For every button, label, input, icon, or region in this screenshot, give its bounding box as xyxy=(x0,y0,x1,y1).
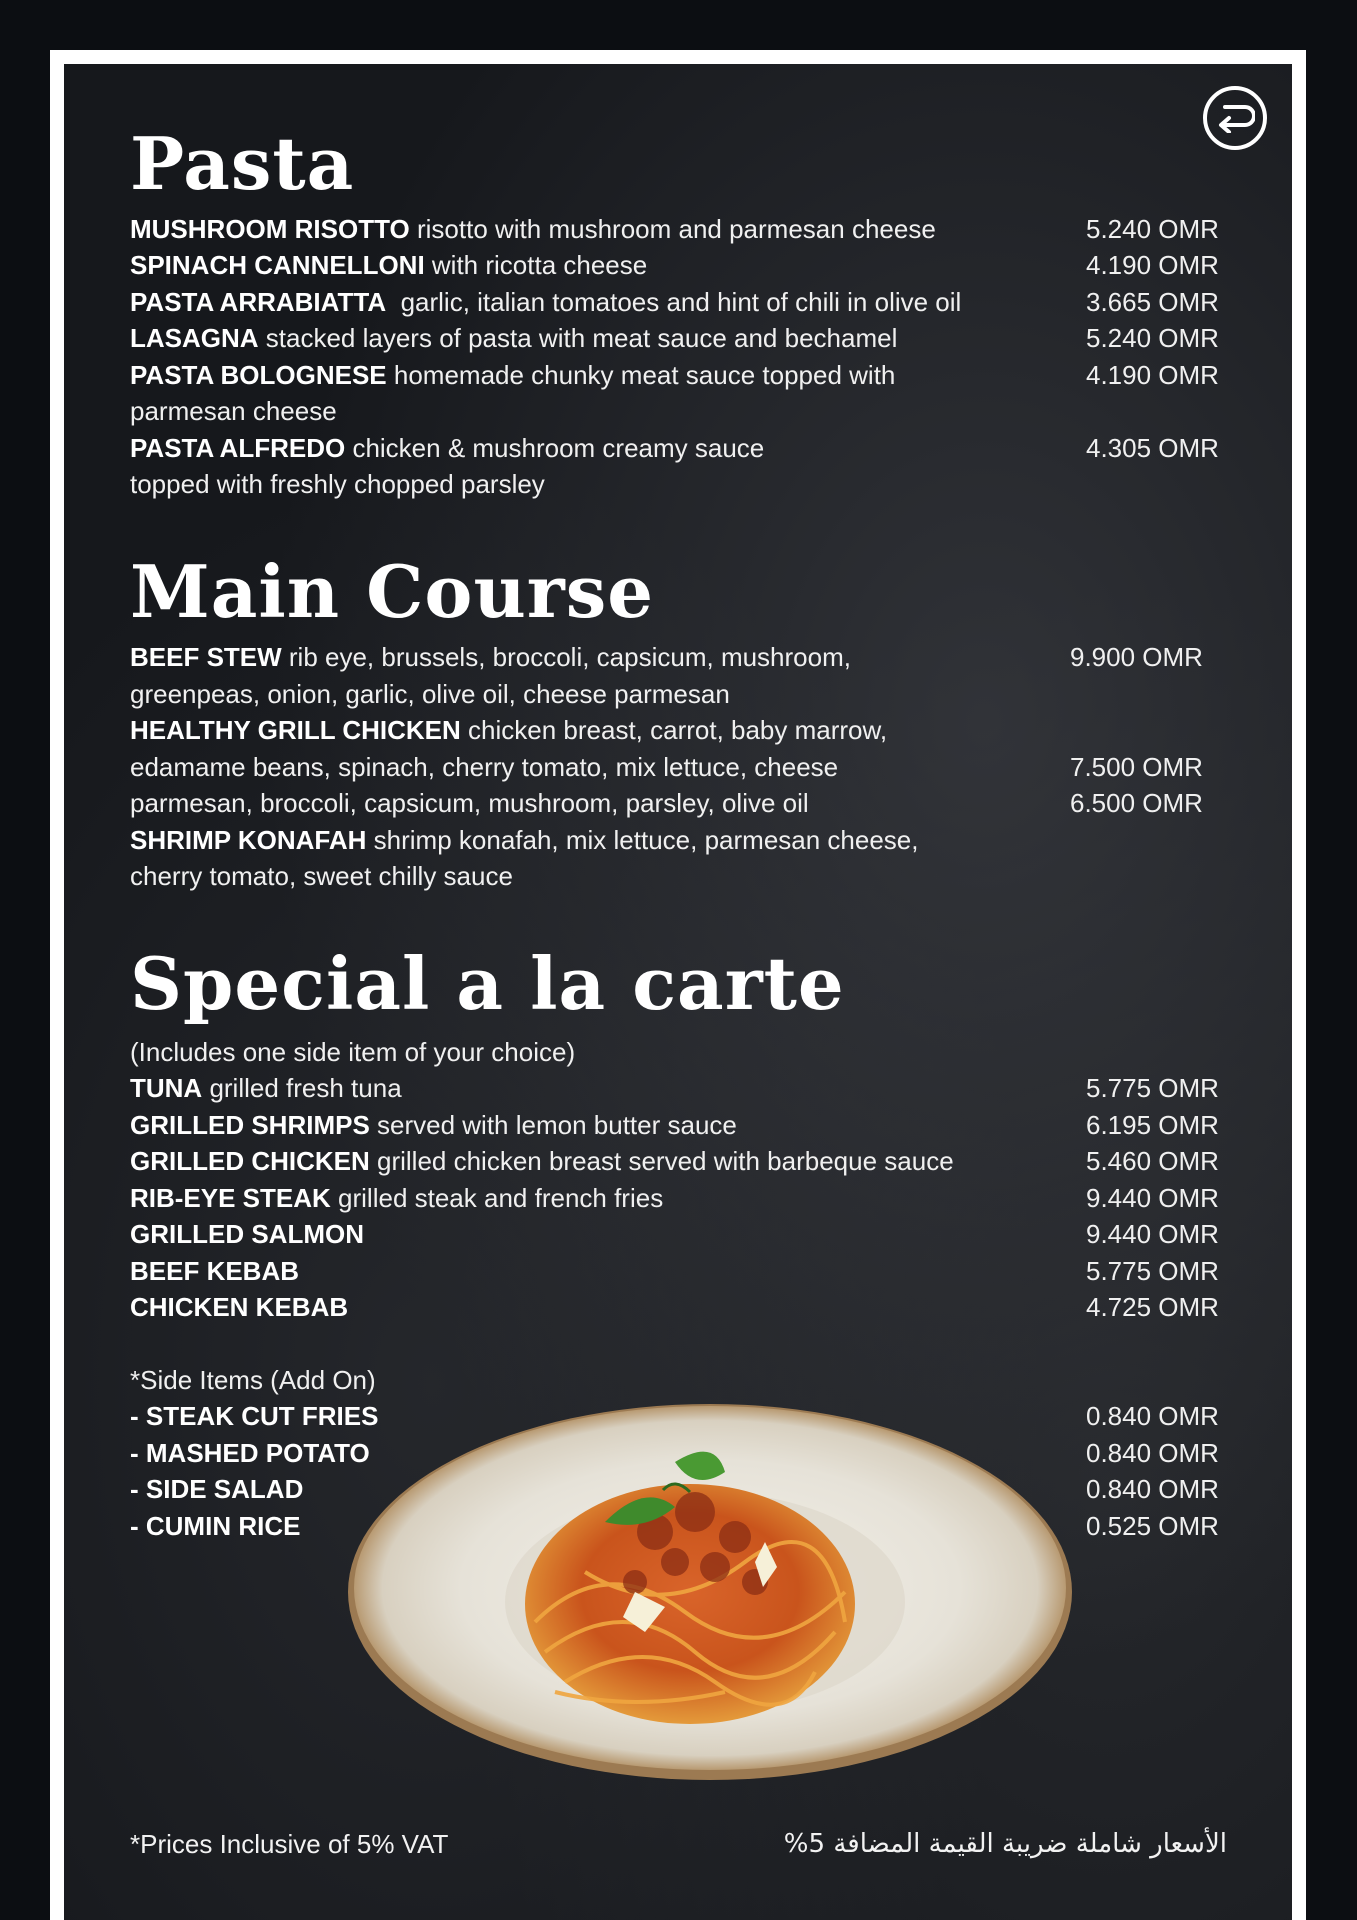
item-price: 9.900 OMR xyxy=(1070,642,1203,672)
item-price: 6.500 OMR xyxy=(1070,788,1203,818)
side-item xyxy=(130,1471,303,1507)
item-desc-cont: topped with freshly chopped parsley xyxy=(130,469,545,499)
item-name: SPINACH CANNELLONI xyxy=(130,250,425,280)
menu-item xyxy=(130,1107,737,1143)
item-price: 5.240 OMR xyxy=(1086,323,1219,353)
menu-item xyxy=(130,1289,348,1325)
item-desc: rib eye, brussels, broccoli, capsicum, mushroom, xyxy=(281,642,851,672)
menu-item xyxy=(130,1180,663,1216)
item-name: GRILLED SALMON xyxy=(130,1219,364,1249)
item-name: PASTA BOLOGNESE xyxy=(130,360,387,390)
item-name: HEALTHY GRILL CHICKEN xyxy=(130,715,461,745)
item-desc: stacked layers of pasta with meat sauce and bechamel xyxy=(258,323,898,353)
item-price: 0.840 OMR xyxy=(1086,1438,1219,1468)
item-name: RIB-EYE STEAK xyxy=(130,1183,331,1213)
menu-item xyxy=(130,430,764,466)
menu-item xyxy=(130,211,936,247)
side-item xyxy=(130,1398,378,1434)
item-name: TUNA xyxy=(130,1073,203,1103)
item-name: BEEF KEBAB xyxy=(130,1256,300,1286)
menu-item xyxy=(130,639,851,675)
item-name: LASAGNA xyxy=(130,323,259,353)
menu-item xyxy=(130,712,887,748)
item-desc-cont: parmesan cheese xyxy=(130,396,337,426)
vat-note-arabic: الأسعار شاملة ضريبة القيمة المضافة 5% xyxy=(783,1829,1227,1859)
item-price: 0.840 OMR xyxy=(1086,1401,1219,1431)
spaghetti-bolognese-image xyxy=(345,1392,1075,1784)
item-name: - SIDE SALAD xyxy=(130,1474,304,1504)
back-button[interactable] xyxy=(1203,86,1267,150)
item-name: SHRIMP KONAFAH xyxy=(130,825,367,855)
menu-item xyxy=(130,1216,364,1252)
item-name: GRILLED SHRIMPS xyxy=(130,1110,370,1140)
side-item xyxy=(130,1508,300,1544)
item-desc: grilled steak and french fries xyxy=(330,1183,664,1213)
item-name: - MASHED POTATO xyxy=(130,1438,370,1468)
item-name: CHICKEN KEBAB xyxy=(130,1292,349,1322)
item-price: 6.195 OMR xyxy=(1086,1110,1219,1140)
item-price: 5.775 OMR xyxy=(1086,1256,1219,1286)
item-price: 7.500 OMR xyxy=(1070,752,1203,782)
menu-item xyxy=(130,284,961,320)
item-price: 3.665 OMR xyxy=(1086,287,1219,317)
item-desc: homemade chunky meat sauce topped with xyxy=(386,360,896,390)
item-price: 4.190 OMR xyxy=(1086,360,1219,390)
item-desc-cont: greenpeas, onion, garlic, olive oil, cheese parmesan xyxy=(130,679,730,709)
item-price: 0.840 OMR xyxy=(1086,1474,1219,1504)
menu-item xyxy=(130,1143,954,1179)
item-desc: chicken breast, carrot, baby marrow, xyxy=(460,715,888,745)
item-price: 5.775 OMR xyxy=(1086,1073,1219,1103)
item-name: PASTA ALFREDO xyxy=(130,433,346,463)
section-heading-main-course: Main Course xyxy=(130,549,655,634)
special-note: (Includes one side item of your choice) xyxy=(130,1037,576,1067)
item-desc: garlic, italian tomatoes and hint of chili in olive oil xyxy=(386,287,962,317)
item-name: PASTA ARRABIATTA xyxy=(130,287,387,317)
item-desc: grilled chicken breast served with barbeque sauce xyxy=(369,1146,954,1176)
section-heading-pasta: Pasta xyxy=(130,121,355,206)
item-price: 9.440 OMR xyxy=(1086,1183,1219,1213)
item-price: 0.525 OMR xyxy=(1086,1511,1219,1541)
item-desc: chicken & mushroom creamy sauce xyxy=(345,433,765,463)
vat-note-english: *Prices Inclusive of 5% VAT xyxy=(130,1829,449,1859)
menu-item xyxy=(130,357,895,393)
item-name: - STEAK CUT FRIES xyxy=(130,1401,379,1431)
item-desc-cont: edamame beans, spinach, cherry tomato, mix lettuce, cheese xyxy=(130,752,839,782)
item-desc: with ricotta cheese xyxy=(424,250,648,280)
item-name: - CUMIN RICE xyxy=(130,1511,301,1541)
item-price: 4.725 OMR xyxy=(1086,1292,1219,1322)
menu-item xyxy=(130,320,897,356)
item-desc-cont: cherry tomato, sweet chilly sauce xyxy=(130,861,513,891)
item-desc: shrimp konafah, mix lettuce, parmesan cheese, xyxy=(366,825,919,855)
item-desc: risotto with mushroom and parmesan cheese xyxy=(409,214,936,244)
menu-item xyxy=(130,822,918,858)
item-price: 5.460 OMR xyxy=(1086,1146,1219,1176)
item-desc: grilled fresh tuna xyxy=(202,1073,402,1103)
menu-item xyxy=(130,1253,299,1289)
item-price: 4.190 OMR xyxy=(1086,250,1219,280)
item-price: 4.305 OMR xyxy=(1086,433,1219,463)
item-price: 5.240 OMR xyxy=(1086,214,1219,244)
item-price: 9.440 OMR xyxy=(1086,1219,1219,1249)
section-heading-special: Special a la carte xyxy=(130,941,845,1026)
menu-item xyxy=(130,1070,402,1106)
return-arrow-icon xyxy=(1215,103,1255,133)
item-name: BEEF STEW xyxy=(130,642,282,672)
item-desc-cont: parmesan, broccoli, capsicum, mushroom, parsley, olive oil xyxy=(130,788,809,818)
item-name: MUSHROOM RISOTTO xyxy=(130,214,410,244)
side-item xyxy=(130,1435,370,1471)
menu-item xyxy=(130,247,647,283)
item-desc: served with lemon butter sauce xyxy=(369,1110,737,1140)
sides-title: *Side Items (Add On) xyxy=(130,1365,376,1395)
item-name: GRILLED CHICKEN xyxy=(130,1146,370,1176)
